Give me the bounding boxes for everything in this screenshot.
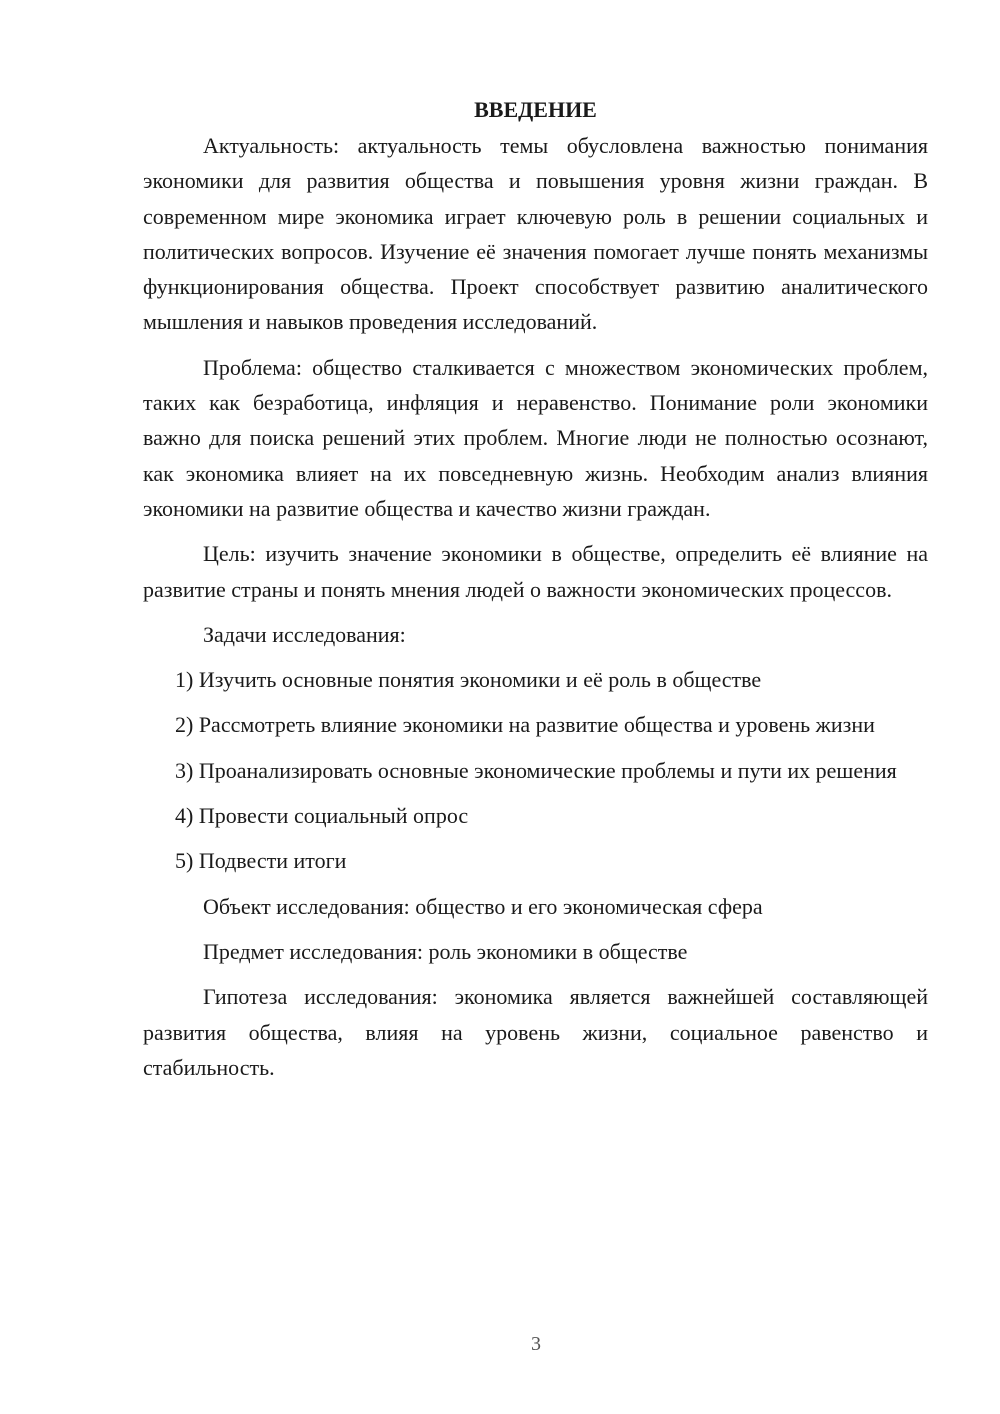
subject-paragraph: Предмет исследования: роль экономики в обществе [203,938,688,964]
object-paragraph: Объект исследования: общество и его экономическая сфера [203,893,763,919]
goal-paragraph: Цель: изучить значение экономики в обществе, определить её влияние на развитие страны и понять мнения людей о важности экономических процессов. [143,541,928,602]
tasks-heading: Задачи исследования: [203,621,406,647]
relevance-paragraph: Актуальность: актуальность темы обусловлена важностью понимания экономики для развития общества и повышения уровня жизни граждан. В современном мире экономика играет ключевую роль в решении социальных и политических вопросов. Изучение её значения помогает лучше понять механизмы функционирования общества. Проект способствует развитию аналитического мышления и навыков проведения исследований. [143,133,928,335]
task-item: 2) Рассмотреть влияние экономики на развитие общества и уровень жизни [175,712,875,738]
problem-paragraph: Проблема: общество сталкивается с множеством экономических проблем, таких как безработица, инфляция и неравенство. Понимание роли экономики важно для поиска решений этих проблем. Многие люди не полностью осознают, как экономика влияет на их повседневную жизнь. Необходим анализ влияния экономики на развитие общества и качество жизни граждан. [143,354,928,521]
task-item: 3) Проанализировать основные экономические проблемы и пути их решения [175,757,897,783]
task-item: 5) Подвести итоги [175,848,347,874]
task-item: 1) Изучить основные понятия экономики и её роль в обществе [175,667,762,693]
page-content [143,92,928,1095]
section-title: ВВЕДЕНИЕ [474,97,597,122]
task-item: 4) Провести социальный опрос [175,803,469,829]
page-number: 3 [531,1333,541,1355]
hypothesis-paragraph: Гипотеза исследования: экономика является важнейшей составляющей развития общества, влияя на уровень жизни, социальное равенство и стабильность. [143,984,928,1080]
